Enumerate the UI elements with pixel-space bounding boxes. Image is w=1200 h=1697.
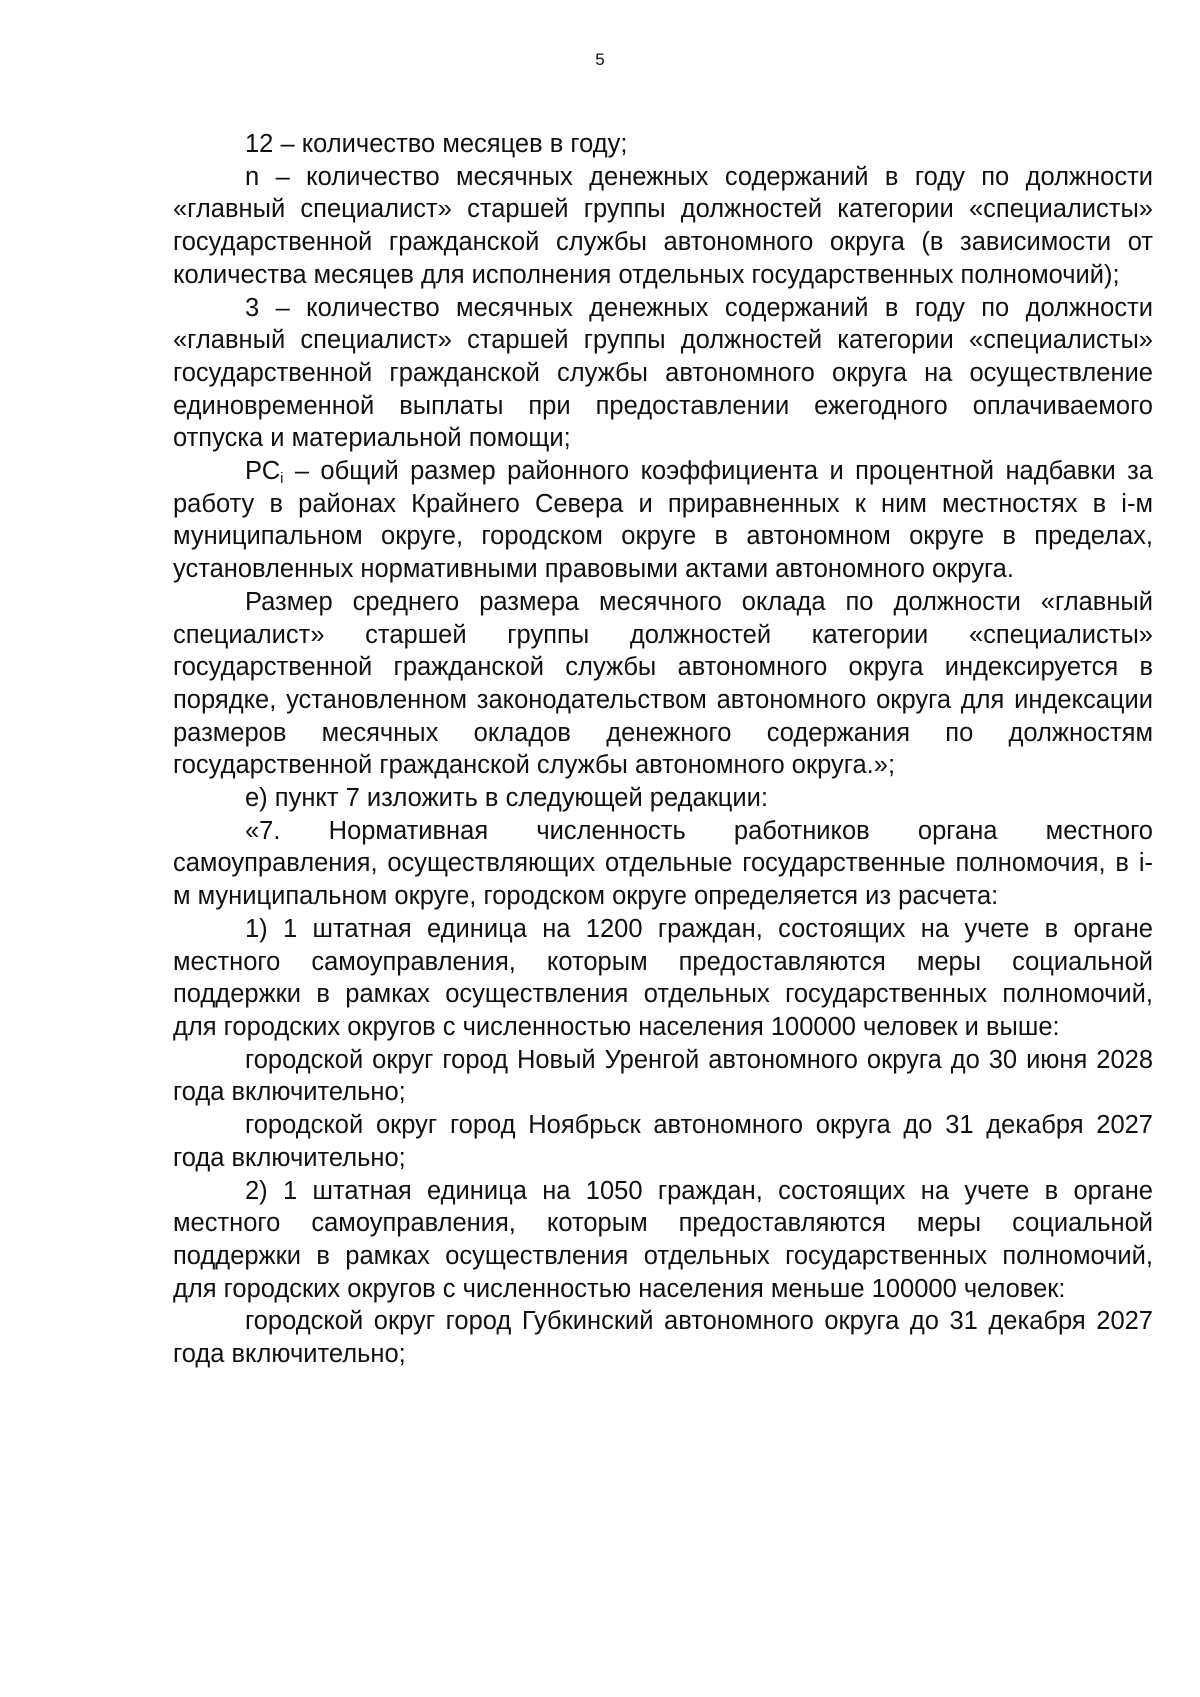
rc-symbol: РС (245, 457, 281, 486)
paragraph-subitem-2: 2) 1 штатная единица на 1050 граждан, состоящих на учете в органе местного самоуправления, которым предоставляются меры социальной поддержки в рамках осуществления отдельных государственных полномочий, для городских округов с численностью населения меньше 100000 человек: (173, 1176, 1153, 1303)
paragraph-clause-7: «7. Нормативная численность работников органа местного самоуправления, осуществляющих отдельные государственные полномочия, в i-м муниципальном округе, городском округе определяется из расчета: (173, 816, 1153, 911)
rc-definition-text: – общий размер районного коэффициента и процентной надбавки за работу в районах Крайнего Севера и приравненных к ним местностях в i-м муниципальном округе, городском округе в автономном округе в пределах, установленных нормативными правовыми актами автономного округа. (173, 457, 1153, 584)
page-number: 5 (595, 50, 605, 69)
paragraph-item-e: е) пункт 7 изложить в следующей редакции: (245, 784, 768, 813)
paragraph-subitem-1: 1) 1 штатная единица на 1200 граждан, состоящих на учете в органе местного самоуправления, которым предоставляются меры социальной поддержки в рамках осуществления отдельных государственных полномочий, для городских округов с численностью населения 100000 человек и выше: (173, 914, 1153, 1041)
paragraph-salary-indexation: Размер среднего размера месячного оклада по должности «главный специалист» старшей группы должностей категории «специалисты» государственной гражданской службы автономного округа индексируется в порядке, установленном законодательством автономного округа для индексации размеров месячных окладов денежного содержания по должностям государственной гражданской службы автономного округа.»; (173, 587, 1153, 780)
paragraph-3-definition: 3 – количество месячных денежных содержаний в году по должности «главный специалист» старшей группы должностей категории «специалисты» государственной гражданской службы автономного округа на осуществление единовременной выплаты при предоставлении ежегодного оплачиваемого отпуска и материальной помощи; (173, 293, 1153, 453)
paragraph-rc-definition (173, 455, 1153, 586)
paragraph-noyabrsk: городской округ город Ноябрьск автономного округа до 31 декабря 2027 года включительно; (173, 1111, 1153, 1172)
paragraph-months-definition: 12 – количество месяцев в году; (245, 130, 628, 158)
document-body (173, 128, 1153, 1371)
paragraph-novy-urengoy: городской округ город Новый Уренгой автономного округа до 30 июня 2028 года включительно; (173, 1045, 1153, 1107)
rc-subscript: i (280, 470, 284, 488)
paragraph-n-definition: n – количество месячных денежных содержаний в году по должности «главный специалист» старшей группы должностей категории «специалисты» государственной гражданской службы автономного округа (в зависимости от количества месяцев для исполнения отдельных государственных полномочий); (173, 162, 1153, 289)
paragraph-gubkinsky: городской округ город Губкинский автономного округа до 31 декабря 2027 года включительно; (173, 1307, 1153, 1369)
